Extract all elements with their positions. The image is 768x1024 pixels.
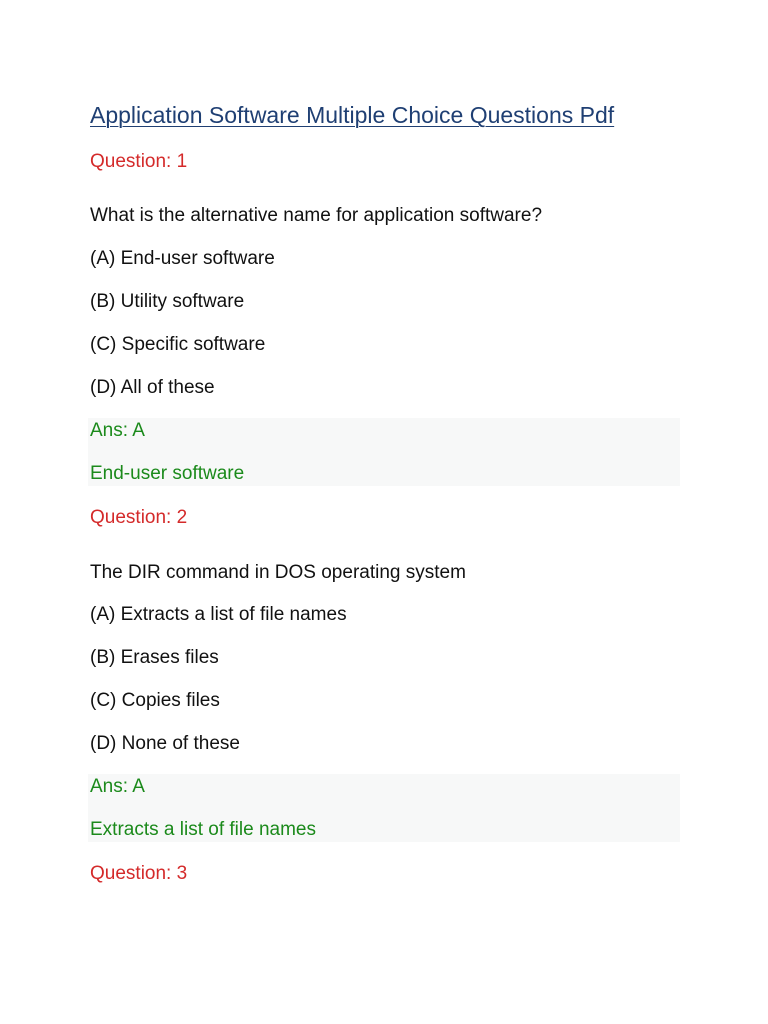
answer-explanation: End-user software xyxy=(90,463,245,484)
option-d: (D) None of these xyxy=(90,733,240,754)
answer-explanation: Extracts a list of file names xyxy=(90,819,316,840)
answer-label: Ans: A xyxy=(90,776,145,797)
document-title: Application Software Multiple Choice Questions Pdf xyxy=(90,102,615,128)
option-a: (A) Extracts a list of file names xyxy=(90,604,347,625)
question-text: What is the alternative name for application software? xyxy=(90,205,543,226)
option-b: (B) Erases files xyxy=(90,647,219,668)
option-d: (D) All of these xyxy=(90,377,215,398)
question-text: The DIR command in DOS operating system xyxy=(90,562,466,583)
answer-label: Ans: A xyxy=(90,420,145,441)
question-label: Question: 2 xyxy=(90,507,188,528)
option-c: (C) Copies files xyxy=(90,690,220,711)
option-b: (B) Utility software xyxy=(90,291,245,312)
option-c: (C) Specific software xyxy=(90,334,266,355)
option-a: (A) End-user software xyxy=(90,248,275,269)
question-label: Question: 3 xyxy=(90,863,188,884)
question-label: Question: 1 xyxy=(90,151,188,172)
